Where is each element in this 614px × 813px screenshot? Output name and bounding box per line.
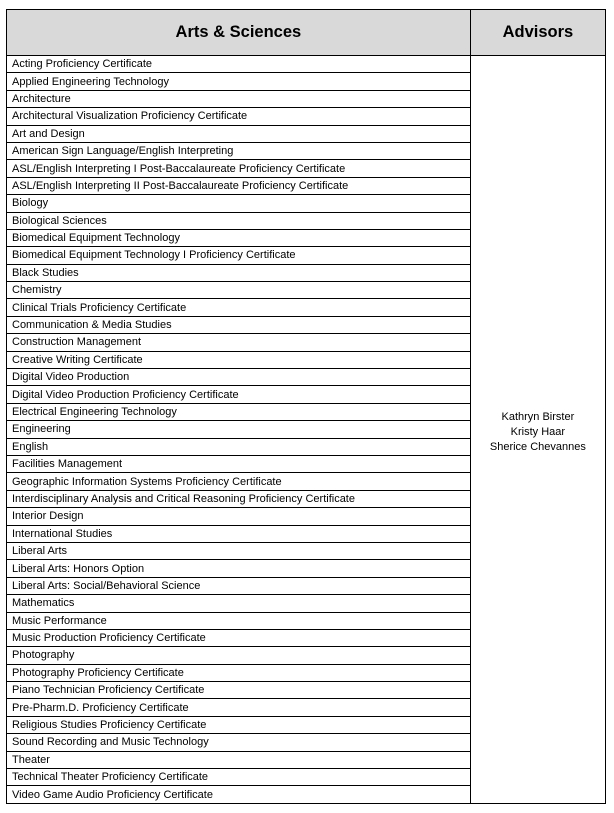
program-cell: Electrical Engineering Technology bbox=[7, 403, 471, 420]
program-cell: Acting Proficiency Certificate bbox=[7, 56, 471, 73]
program-cell: Engineering bbox=[7, 421, 471, 438]
program-cell: Piano Technician Proficiency Certificate bbox=[7, 682, 471, 699]
program-cell: ASL/English Interpreting I Post-Baccalaureate Proficiency Certificate bbox=[7, 160, 471, 177]
program-cell: Mathematics bbox=[7, 595, 471, 612]
program-cell: American Sign Language/English Interpreting bbox=[7, 142, 471, 159]
advisor-name: Kristy Haar bbox=[510, 425, 566, 438]
advisor-name: Sherice Chevannes bbox=[489, 440, 586, 453]
program-cell: Music Performance bbox=[7, 612, 471, 629]
program-cell: Applied Engineering Technology bbox=[7, 73, 471, 90]
table-body bbox=[7, 56, 606, 804]
program-cell: Liberal Arts: Honors Option bbox=[7, 560, 471, 577]
program-cell: Digital Video Production Proficiency Certificate bbox=[7, 386, 471, 403]
program-cell: Geographic Information Systems Proficiency Certificate bbox=[7, 473, 471, 490]
program-cell: Art and Design bbox=[7, 125, 471, 142]
program-cell: Architectural Visualization Proficiency Certificate bbox=[7, 108, 471, 125]
program-cell: Communication & Media Studies bbox=[7, 316, 471, 333]
program-cell: Creative Writing Certificate bbox=[7, 351, 471, 368]
program-cell: Interior Design bbox=[7, 508, 471, 525]
program-cell: International Studies bbox=[7, 525, 471, 542]
program-cell: Liberal Arts: Social/Behavioral Science bbox=[7, 577, 471, 594]
advisors-column-header: Advisors bbox=[470, 10, 605, 56]
program-cell: Biological Sciences bbox=[7, 212, 471, 229]
program-cell: Religious Studies Proficiency Certificate bbox=[7, 716, 471, 733]
header-row bbox=[7, 10, 606, 56]
programs-column-header: Arts & Sciences bbox=[7, 10, 471, 56]
program-cell: Interdisciplinary Analysis and Critical Reasoning Proficiency Certificate bbox=[7, 490, 471, 507]
program-cell: Sound Recording and Music Technology bbox=[7, 734, 471, 751]
program-cell: Chemistry bbox=[7, 282, 471, 299]
program-cell: Architecture bbox=[7, 90, 471, 107]
program-cell: Pre-Pharm.D. Proficiency Certificate bbox=[7, 699, 471, 716]
program-cell: Photography bbox=[7, 647, 471, 664]
programs-advisors-table bbox=[6, 9, 606, 804]
program-cell: Biology bbox=[7, 195, 471, 212]
program-cell: Technical Theater Proficiency Certificate bbox=[7, 769, 471, 786]
program-cell: English bbox=[7, 438, 471, 455]
program-cell: Photography Proficiency Certificate bbox=[7, 664, 471, 681]
advisor-name: Kathryn Birster bbox=[501, 410, 575, 423]
program-cell: Video Game Audio Proficiency Certificate bbox=[7, 786, 471, 803]
program-cell: Clinical Trials Proficiency Certificate bbox=[7, 299, 471, 316]
program-cell: Digital Video Production bbox=[7, 369, 471, 386]
program-cell: Construction Management bbox=[7, 334, 471, 351]
program-cell: Biomedical Equipment Technology bbox=[7, 229, 471, 246]
table-row bbox=[7, 56, 606, 73]
program-cell: Theater bbox=[7, 751, 471, 768]
program-cell: Liberal Arts bbox=[7, 542, 471, 559]
advisors-cell bbox=[470, 56, 605, 804]
program-cell: Black Studies bbox=[7, 264, 471, 281]
program-cell: Biomedical Equipment Technology I Proficiency Certificate bbox=[7, 247, 471, 264]
program-cell: ASL/English Interpreting II Post-Baccalaureate Proficiency Certificate bbox=[7, 177, 471, 194]
program-cell: Facilities Management bbox=[7, 455, 471, 472]
program-cell: Music Production Proficiency Certificate bbox=[7, 629, 471, 646]
